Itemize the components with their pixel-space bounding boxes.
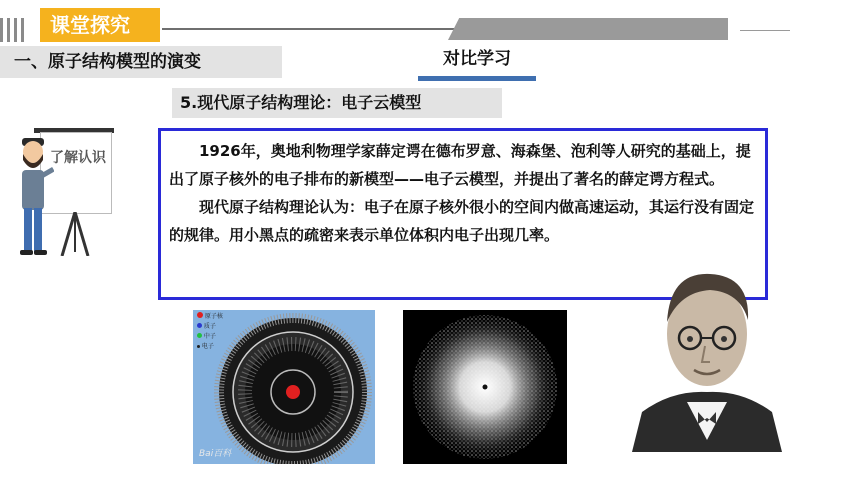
easel-legs-icon (60, 212, 90, 256)
legend-item-neutron: 中子 (197, 332, 223, 342)
schrodinger-portrait (632, 262, 782, 452)
electron-cloud-image (403, 310, 567, 464)
legend-item-proton: 质子 (197, 322, 223, 332)
header-title: 课堂探究 (40, 8, 160, 42)
header-decoration (448, 18, 728, 40)
header-divider (162, 28, 462, 30)
header-stripes (0, 18, 36, 42)
atom-model-image (193, 310, 375, 464)
learn-board-text: 了解认识 (50, 150, 106, 166)
teacher-figure-icon (14, 138, 54, 262)
watermark: Bai百科 (199, 449, 232, 459)
content-paragraph-2: 现代原子结构理论认为：电子在原子核外很小的空间内做高速运动，其运行没有固定的规律。用小黑点的疏密来表示单位体积内电子出现几率。 (169, 198, 755, 244)
contrast-label: 对比学习 (443, 49, 511, 69)
legend-item-electron: 电子 (197, 342, 223, 352)
portrait-icon (632, 262, 782, 452)
section-title: 一、原子结构模型的演变 (14, 52, 201, 72)
electron-cloud-diagram (403, 310, 567, 464)
content-paragraph-1: 1926年，奥地利物理学家薛定谔在德布罗意、海森堡、泡利等人研究的基础上，提出了原子核外的电子排布的新模型——电子云模型，并提出了著名的薛定谔方程式。 (169, 142, 751, 188)
contrast-underline (418, 76, 536, 81)
legend-item-nucleus: 原子核 (197, 312, 223, 322)
subtitle: 5.现代原子结构理论：电子云模型 (180, 93, 422, 112)
atom-legend (197, 312, 223, 352)
header-thin-line (740, 30, 790, 31)
